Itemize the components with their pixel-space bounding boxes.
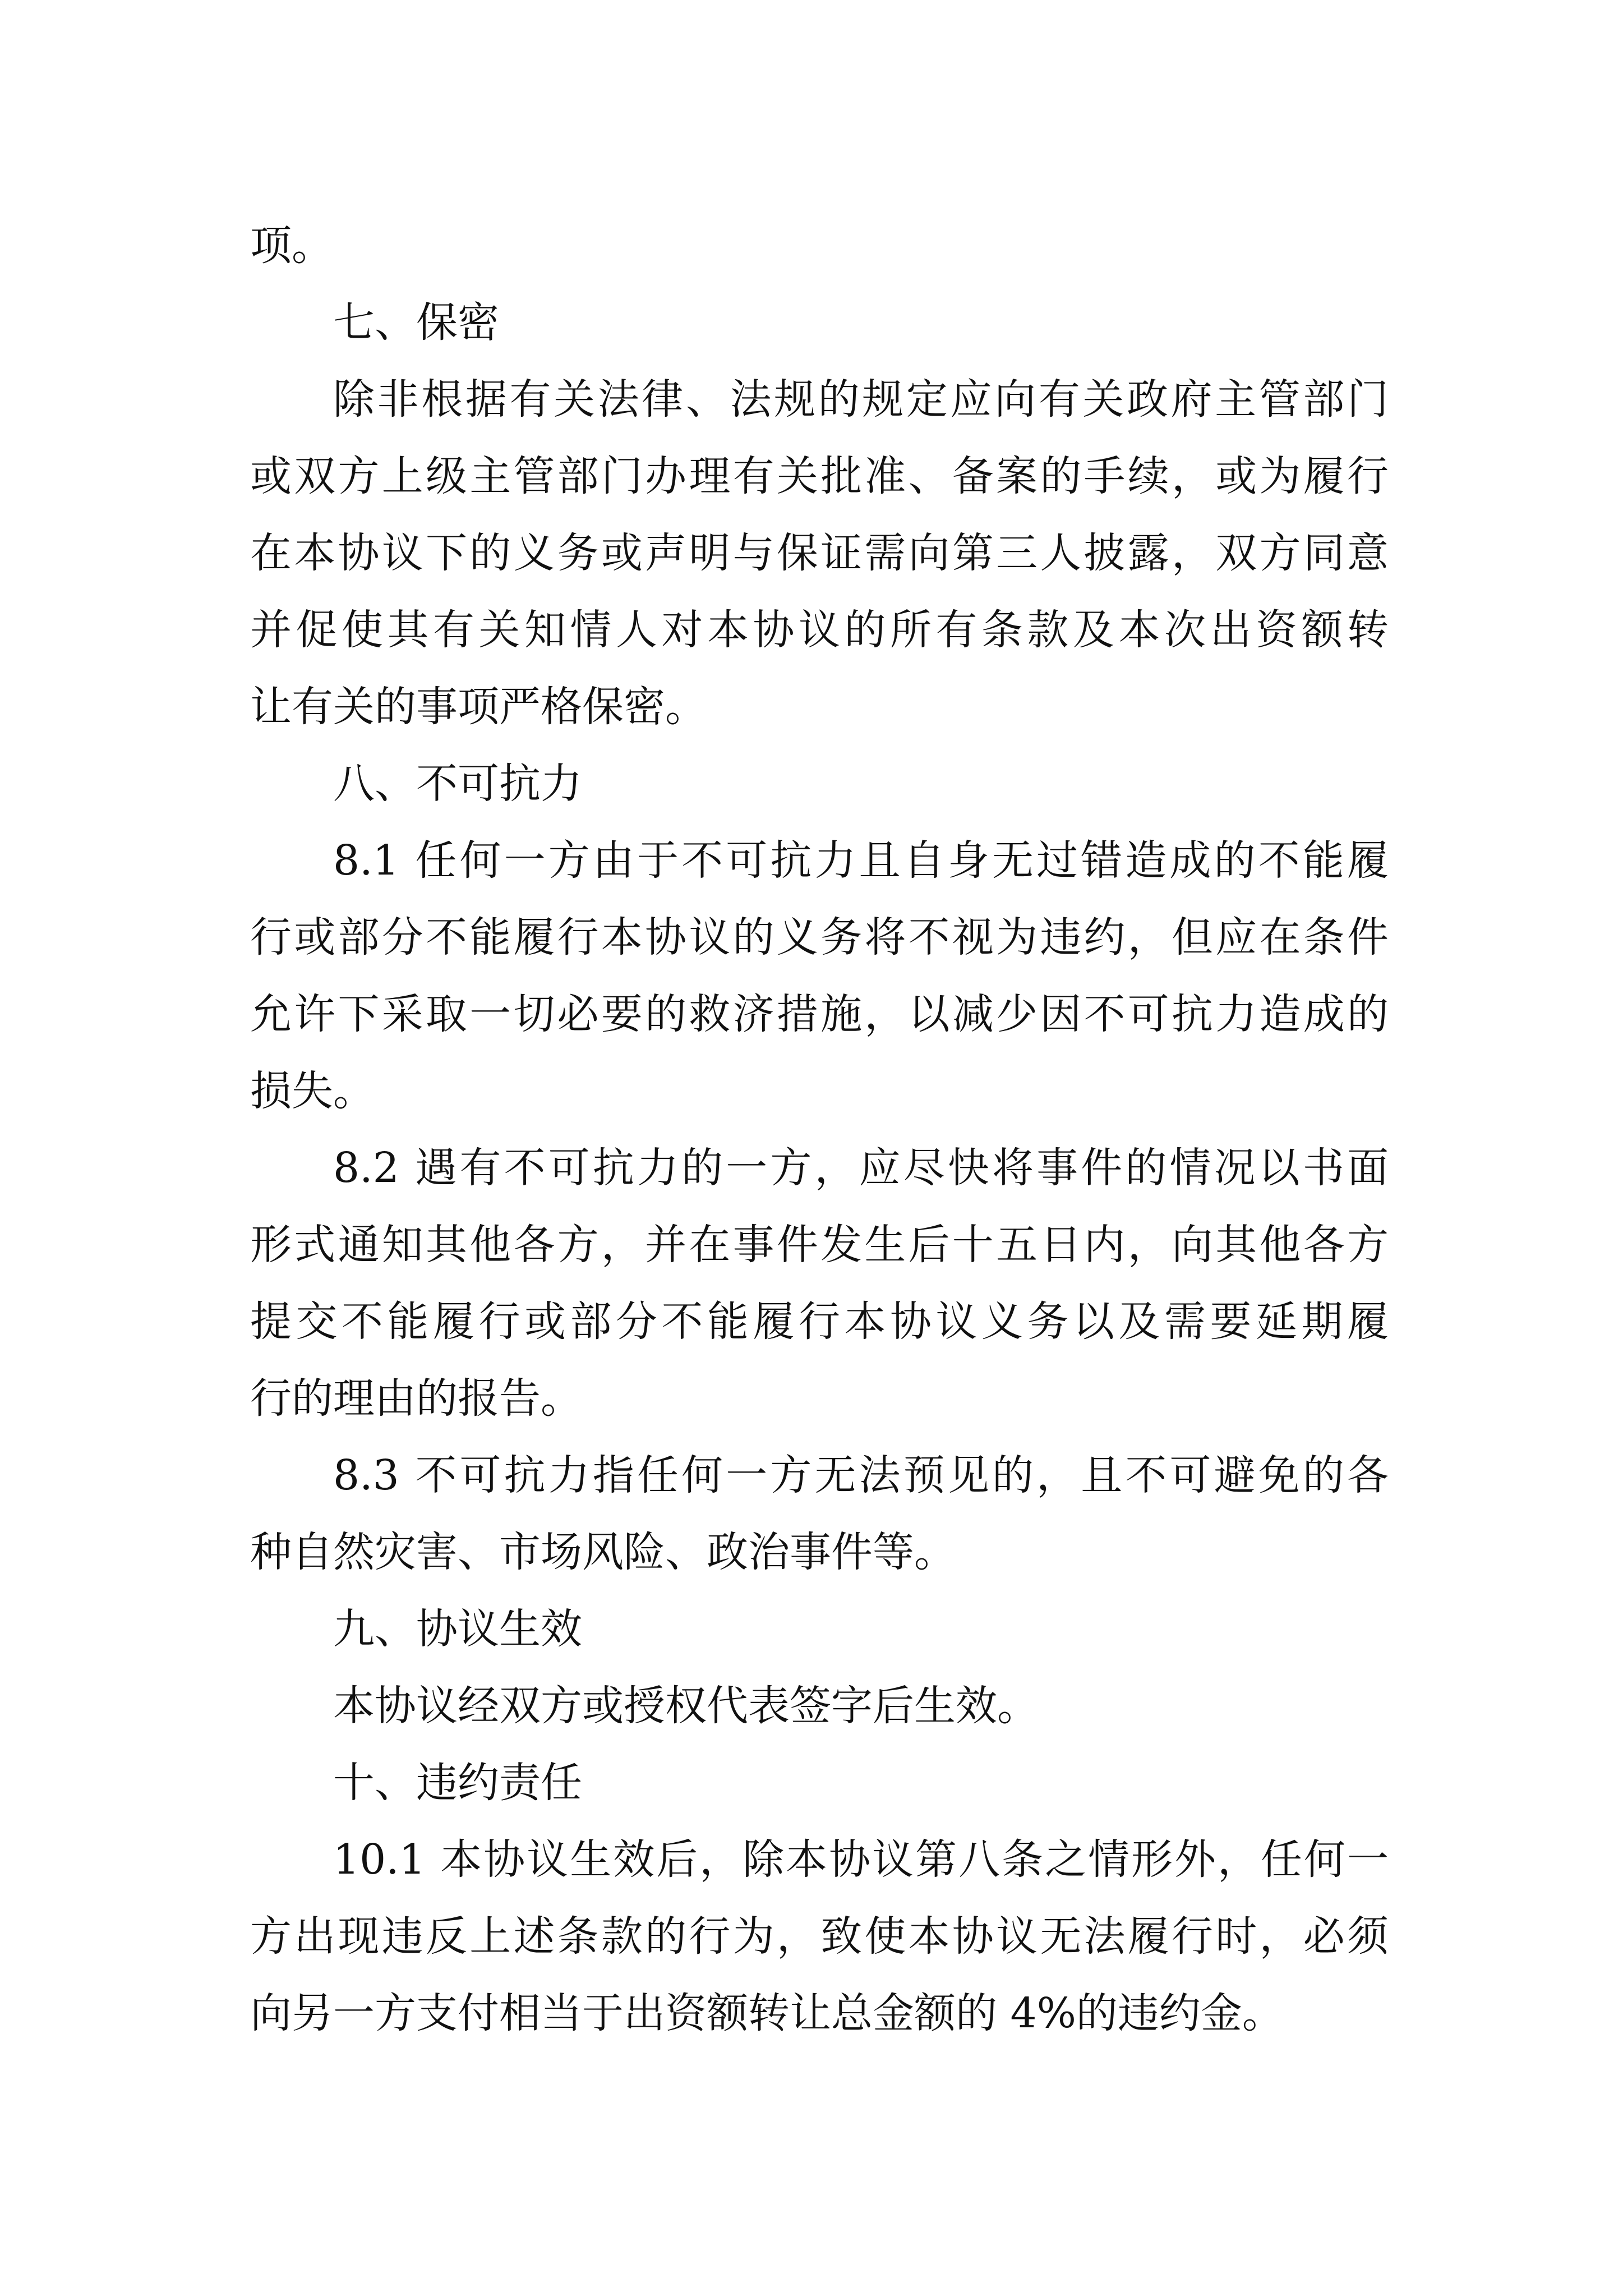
text-line: 或双方上级主管部门办理有关批准、备案的手续，或为履行	[250, 452, 1389, 500]
text-line: 本协议经双方或授权代表签字后生效。	[333, 1682, 1039, 1730]
text-line: 行或部分不能履行本协议的义务将不视为违约，但应在条件	[250, 913, 1389, 961]
section-heading-liability: 十、违约责任	[333, 1759, 582, 1807]
clause-8-3: 8.3 不可抗力指任何一方无法预见的，且不可避免的各	[333, 1451, 1389, 1499]
text-line: 提交不能履行或部分不能履行本协议义务以及需要延期履	[250, 1297, 1389, 1346]
text-line: 形式通知其他各方，并在事件发生后十五日内，向其他各方	[250, 1221, 1389, 1269]
section-heading-effectiveness: 九、协议生效	[333, 1605, 582, 1653]
text-line: 种自然灾害、市场风险、政治事件等。	[250, 1528, 956, 1576]
text-line: 损失。	[250, 1067, 375, 1115]
document-body	[250, 208, 1389, 2052]
text-line: 让有关的事项严格保密。	[250, 683, 707, 731]
text-line: 并促使其有关知情人对本协议的所有条款及本次出资额转	[250, 606, 1389, 654]
text-line: 向另一方支付相当于出资额转让总金额的 4%的违约金。	[250, 1989, 1284, 2037]
section-heading-confidentiality: 七、保密	[333, 298, 499, 347]
text-line: 在本协议下的义务或声明与保证需向第三人披露，双方同意	[250, 529, 1389, 577]
text-line: 方出现违反上述条款的行为，致使本协议无法履行时，必须	[250, 1912, 1389, 1961]
clause-10-1: 10.1 本协议生效后，除本协议第八条之情形外，任何一	[333, 1835, 1389, 1884]
clause-8-1: 8.1 任何一方由于不可抗力且自身无过错造成的不能履	[333, 836, 1389, 885]
text-line: 项。	[250, 222, 333, 270]
text-line: 行的理由的报告。	[250, 1374, 582, 1423]
section-heading-force-majeure: 八、不可抗力	[333, 760, 582, 808]
clause-8-2: 8.2 遇有不可抗力的一方，应尽快将事件的情况以书面	[333, 1144, 1389, 1192]
text-line: 除非根据有关法律、法规的规定应向有关政府主管部门	[333, 375, 1389, 424]
text-line: 允许下采取一切必要的救济措施，以减少因不可抗力造成的	[250, 990, 1389, 1038]
